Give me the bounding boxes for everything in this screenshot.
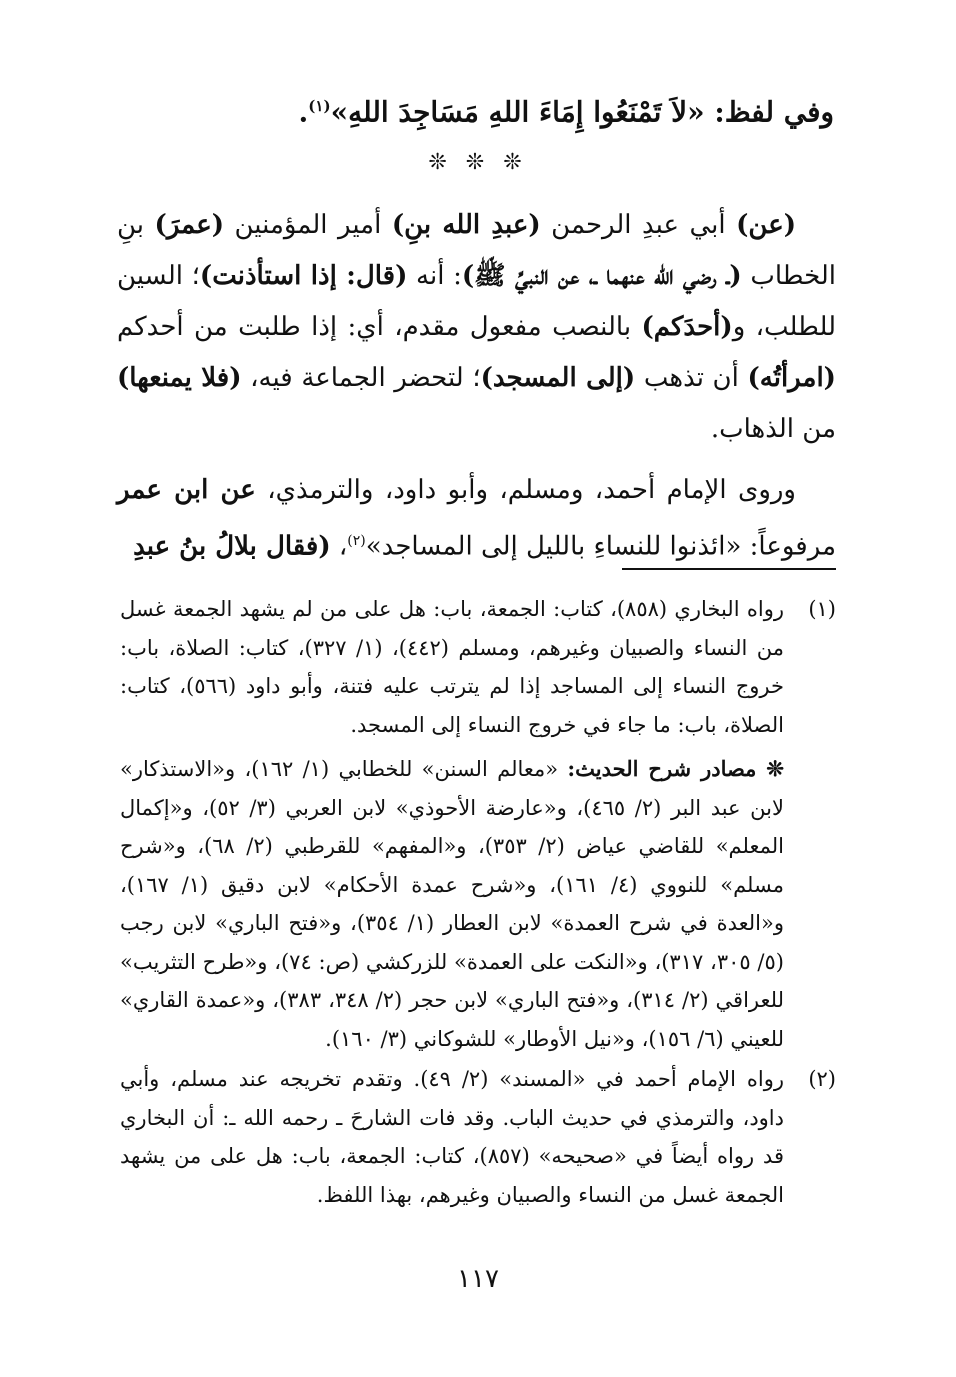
sources-label: ❊ مصادر شرح الحديث:	[567, 756, 784, 781]
commentary-segment: أن تذهب	[635, 363, 748, 393]
footnote-body	[120, 1060, 784, 1214]
section-separator: ❊ ❊ ❊	[428, 150, 528, 175]
footnote-ref-2[interactable]: (٢)	[347, 533, 366, 549]
footnote-body	[120, 590, 784, 1058]
matn-segment: (أحدَكم)	[641, 312, 733, 342]
matn-segment: (امرأتُه)	[747, 363, 836, 393]
commentary-segment: بالنصب مفعول مقدم، أي: إذا طلبت من أحدكم	[117, 312, 642, 342]
footnote-number: (٢)	[808, 1067, 836, 1091]
footnote-number: (١)	[808, 597, 836, 621]
sources-text: «معالم السنن» للخطابي (١/ ١٦٢)، و«الاستذكار» لابن عبد البر (٢/ ٤٦٥)، و«عارضة الأحوذي» لابن العربي (٣/ ٥٢)، و«إكمال المعلم» للقاضي عياض (٢/ ٣٥٣)، و«المفهم» للقرطبي (٢/ ٦٨)، و«شرح مسلم» للنووي (٤/ ١٦١)، و«شرح عمدة الأحكام» لابن دقيق (١/ ١٦٧)، و«العدة في شرح العمدة» لابن العطار (١/ ٣٥٤)، و«فتح الباري» لابن رجب (٥/ ٣٠٥، ٣١٧)، و«النكت على العمدة» للزركشي (ص: ٧٤)، و«طرح التثريب» للعراقي (٢/ ٣١٤)، و«فتح الباري» لابن حجر (٢/ ٣٤٨، ٣٨٣)، و«عمدة القاري» للعيني (٦/ ١٥٦)، و«نيل الأوطار» للشوكاني (٣/ ١٦٠).	[120, 757, 785, 1051]
hadith-wording-line	[60, 84, 834, 134]
footnote-2	[120, 1060, 836, 1214]
commentary-segment: مرفوعاً: «ائذنوا للنساءِ بالليل إلى المساجد»	[365, 531, 836, 562]
line-end-period: .	[298, 95, 309, 129]
matn-segment: (عمرَ)	[154, 210, 225, 240]
matn-segment: (فقال بلالُ بنُ عبدِ	[133, 531, 331, 562]
commentary-segment: : أنه	[407, 261, 462, 291]
commentary-segment: ؛ لتحضر الجماعة فيه،	[241, 363, 481, 393]
footnote-text: رواه الإمام أحمد في «المسند» (٢/ ٤٩). وتقدم تخريجه عند مسلم، وأبي داود، والترمذي في حديث الباب. وقد فات الشارحَ ـ رحمه الله ـ: أن البخاري قد رواه أيضاً في «صحيحه» (٨٥٧)، كتاب: الجمعة، باب: هل على من يشهد الجمعة غسل من النساء والصبيان وغيرهم، بهذا اللفظ.	[120, 1067, 784, 1207]
matn-segment: (إلى المسجد)	[480, 363, 636, 393]
matn-segment: (قال: إذا استأذنت)	[199, 261, 408, 291]
matn-segment: (فلا يمنعها)	[117, 363, 242, 393]
commentary-text	[117, 200, 836, 585]
matn-segment: (عبدِ الله بنِ)	[391, 210, 541, 240]
commentary-paragraph-1	[117, 200, 836, 455]
commentary-segment: ؛ السين للطلب، و	[117, 261, 836, 342]
commentary-segment: وروى الإمام أحمد، ومسلم، وأبو داود، والترمذي،	[255, 475, 796, 505]
footnote-divider	[622, 568, 836, 570]
hadith-wording-text: وفي لفظ: «لاَ تَمْنَعُوا إِمَاءَ اللهِ مَسَاجِدَ اللهِ»	[330, 95, 834, 129]
commentary-segment: أبي عبدِ الرحمن	[540, 210, 737, 240]
matn-segment: (عن)	[736, 210, 797, 240]
hadith-sources	[120, 750, 784, 1058]
page-number: ١١٧	[457, 1264, 499, 1294]
matn-segment: (ـ رضي الله عنهما ـ، عن النبيِّ ﷺ)	[461, 261, 742, 291]
commentary-segment: أمير المؤمنين	[224, 210, 392, 240]
commentary-segment: بنِ الخطاب	[117, 210, 836, 291]
commentary-paragraph-2	[117, 465, 836, 573]
footnote-text: رواه البخاري (٨٥٨)، كتاب: الجمعة، باب: هل على من لم يشهد الجمعة غسل من النساء والصبيان وغيرهم، ومسلم (٤٤٢)، (١/ ٣٢٧)، كتاب: الصلاة، باب: خروج النساء إلى المساجد إذا لم يترتب عليه فتنة، وأبو داود (٥٦٦)، كتاب: الصلاة، باب: ما جاء في خروج النساء إلى المسجد.	[120, 597, 785, 737]
matn-segment: عن ابن عمر	[117, 475, 256, 505]
footnote-ref-1[interactable]: (١)	[308, 97, 331, 115]
footnotes	[120, 590, 836, 1214]
footnote-1	[120, 590, 836, 1058]
commentary-segment: من الذهاب.	[710, 414, 836, 444]
commentary-segment: ،	[330, 531, 348, 562]
